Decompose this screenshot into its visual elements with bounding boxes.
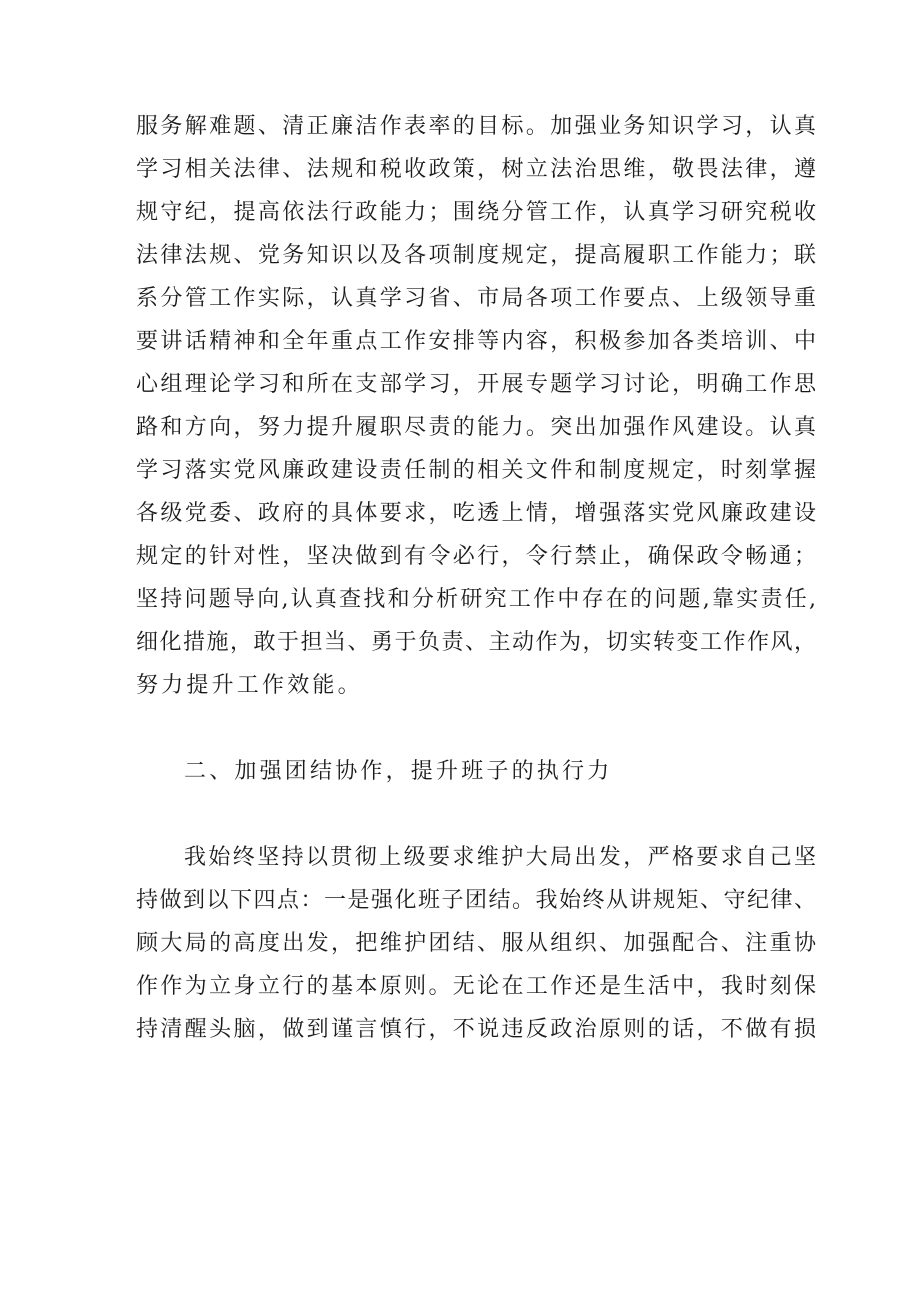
paragraph-1-line-9: 学习落实党风廉政建设责任制的相关文件和制度规定，时刻掌握 — [136, 458, 816, 483]
paragraph-2-line-4: 作作为立身立行的基本原则。无论在工作还是生活中，我时刻保 — [136, 974, 816, 999]
paragraph-1-line-7: 心组理论学习和所在支部学习，开展专题学习讨论，明确工作思 — [136, 372, 816, 397]
paragraph-1-line-4: 法律法规、党务知识以及各项制度规定，提高履职工作能力；联 — [136, 243, 816, 268]
paragraph-2-line-5: 持清醒头脑，做到谨言慎行，不说违反政治原则的话，不做有损 — [136, 1017, 816, 1042]
paragraph-1-line-14: 努力提升工作效能。 — [136, 673, 363, 698]
paragraph-1-line-12: 坚持问题导向,认真查找和分析研究工作中存在的问题,靠实责任, — [136, 587, 816, 612]
paragraph-1-line-11: 规定的针对性，坚决做到有令必行，令行禁止，确保政令畅通； — [136, 544, 816, 569]
paragraph-2-line-1: 我始终坚持以贯彻上级要求维护大局出发，严格要求自己坚 — [184, 845, 816, 870]
paragraph-1-line-5: 系分管工作实际，认真学习省、市局各项工作要点、上级领导重 — [136, 286, 816, 311]
paragraph-1-line-13: 细化措施，敢于担当、勇于负责、主动作为，切实转变工作作风， — [136, 630, 816, 655]
paragraph-1-line-3: 规守纪，提高依法行政能力；围绕分管工作，认真学习研究税收 — [136, 200, 816, 225]
paragraph-1-line-1: 服务解难题、清正廉洁作表率的目标。加强业务知识学习，认真 — [136, 114, 816, 139]
section-heading: 二、加强团结协作，提升班子的执行力 — [184, 759, 613, 784]
paragraph-1-line-10: 各级党委、政府的具体要求，吃透上情，增强落实党风廉政建设 — [136, 501, 816, 526]
paragraph-1-line-8: 路和方向，努力提升履职尽责的能力。突出加强作风建设。认真 — [136, 415, 816, 440]
paragraph-2-line-3: 顾大局的高度出发，把维护团结、服从组织、加强配合、注重协 — [136, 931, 816, 956]
paragraph-1-line-6: 要讲话精神和全年重点工作安排等内容，积极参加各类培训、中 — [136, 329, 816, 354]
paragraph-1-line-2: 学习相关法律、法规和税收政策，树立法治思维，敬畏法律，遵 — [136, 157, 816, 182]
paragraph-2-line-2: 持做到以下四点：一是强化班子团结。我始终从讲规矩、守纪律、 — [136, 888, 816, 913]
